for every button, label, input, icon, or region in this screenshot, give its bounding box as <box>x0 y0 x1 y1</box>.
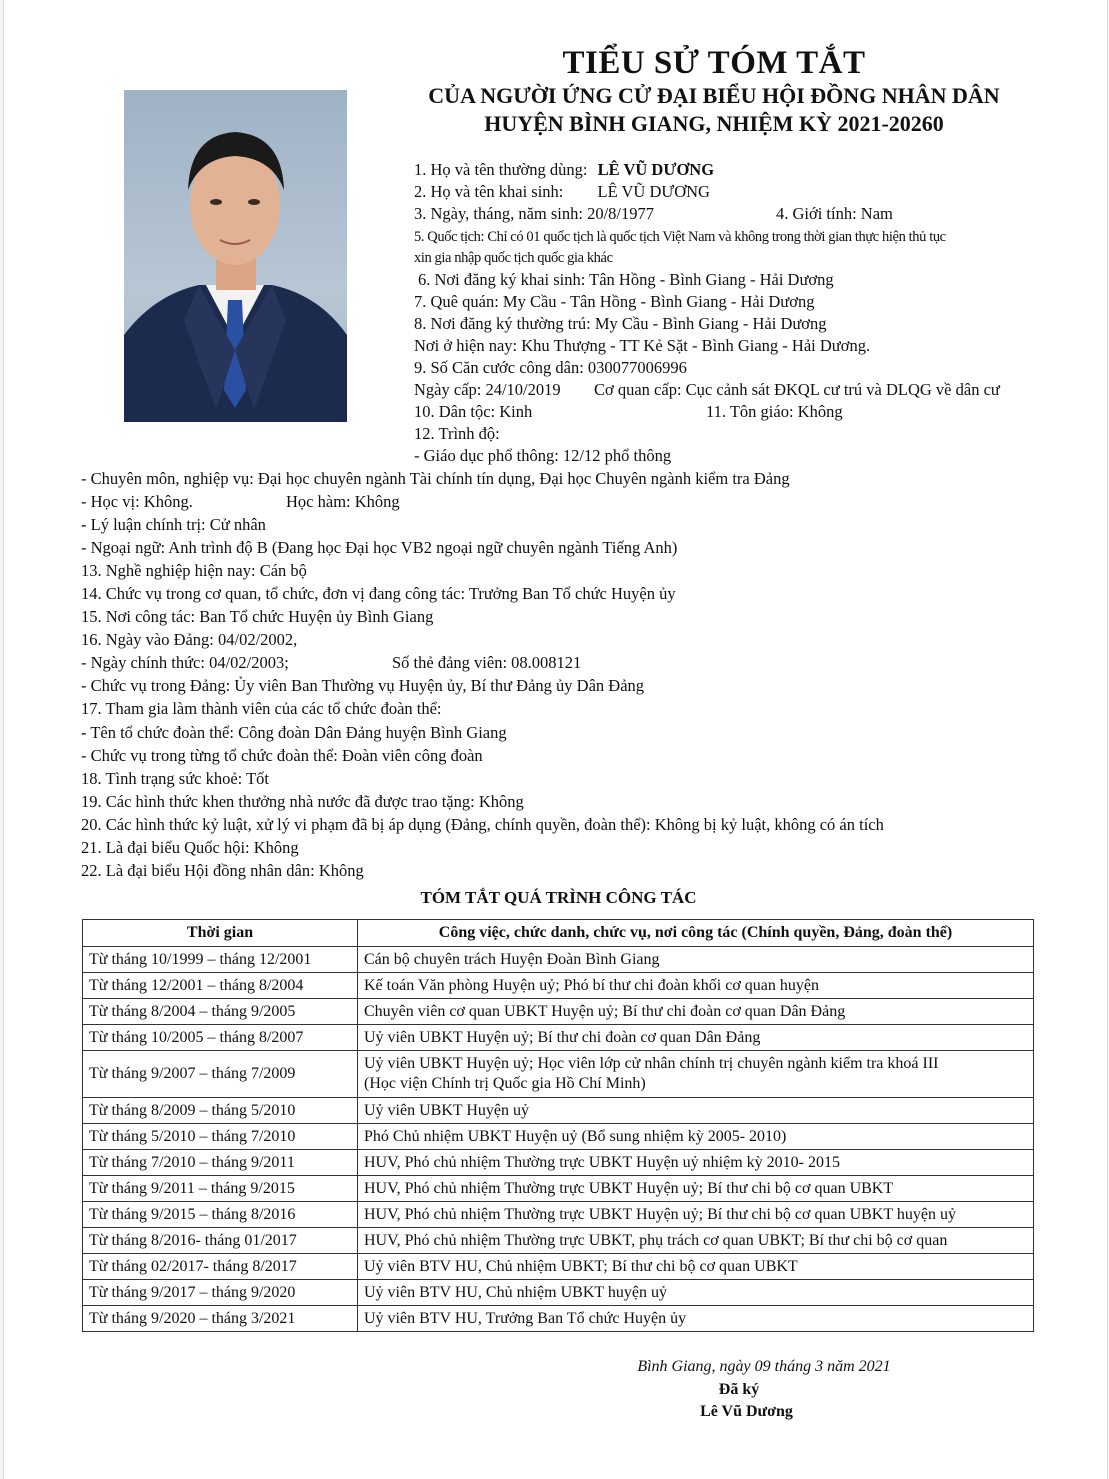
period-cell: Từ tháng 9/2015 – tháng 8/2016 <box>83 1202 358 1228</box>
birth-registration-line: 6. Nơi đăng ký khai sinh: Tân Hồng - Bình Giang - Hải Dương <box>418 270 834 289</box>
specialty-line: - Chuyên môn, nghiệp vụ: Đại học chuyên ngành Tài chính tín dụng, Đại học Chuyên ngành kiểm tra Đảng <box>81 469 790 488</box>
table-row <box>83 1254 1034 1280</box>
party-card-line: Số thẻ đảng viên: 08.008121 <box>392 653 582 672</box>
job-cell: HUV, Phó chủ nhiệm Thường trực UBKT Huyện uỷ; Bí thư chi bộ cơ quan UBKT <box>358 1176 1034 1202</box>
nationality-line-1: 5. Quốc tịch: Chỉ có 01 quốc tịch là quốc tịch Việt Nam và không trong thời gian thực hiện thủ tục <box>414 229 946 245</box>
id-issue-date: Ngày cấp: 24/10/2019 <box>414 380 561 399</box>
table-row <box>83 1306 1034 1332</box>
hometown-line: 7. Quê quán: My Cầu - Tân Hồng - Bình Giang - Hải Dương <box>414 292 815 311</box>
table-row <box>83 1228 1034 1254</box>
current-address-line: Nơi ở hiện nay: Khu Thượng - TT Kẻ Sặt - Bình Giang - Hải Dương. <box>414 336 871 355</box>
career-section-title: TÓM TẮT QUÁ TRÌNH CÔNG TÁC <box>420 888 697 907</box>
job-cell-line-2: (Học viện Chính trị Quốc gia Hồ Chí Minh) <box>364 1075 646 1092</box>
job-cell: Uỷ viên BTV HU, Trưởng Ban Tổ chức Huyện ủy <box>358 1306 1034 1332</box>
job-cell: Uỷ viên UBKT Huyện uỷ <box>358 1098 1034 1124</box>
job-cell: Kế toán Văn phòng Huyện uỷ; Phó bí thư chi đoàn khối cơ quan huyện <box>358 973 1034 999</box>
document-subtitle-2: HUYỆN BÌNH GIANG, NHIỆM KỲ 2021-20260 <box>484 111 944 136</box>
job-cell: Uỷ viên UBKT Huyện uỷ; Bí thư chi đoàn cơ quan Dân Đảng <box>358 1025 1034 1051</box>
table-row <box>83 1025 1034 1051</box>
party-position-line: - Chức vụ trong Đảng: Ủy viên Ban Thường vụ Huyện ủy, Bí thư Đảng ủy Dân Đảng <box>81 676 645 695</box>
common-name-line <box>414 160 714 180</box>
politics-line: - Lý luận chính trị: Cử nhân <box>81 515 266 534</box>
job-cell: HUV, Phó chủ nhiệm Thường trực UBKT Huyện uỷ nhiệm kỳ 2010- 2015 <box>358 1150 1034 1176</box>
common-name-label: 1. Họ và tên thường dùng: <box>414 160 588 179</box>
period-cell: Từ tháng 10/1999 – tháng 12/2001 <box>83 947 358 973</box>
document-page <box>3 0 1108 1479</box>
birth-name-label: 2. Họ và tên khai sinh: <box>414 182 564 201</box>
id-issuer: Cơ quan cấp: Cục cảnh sát ĐKQL cư trú và DLQG về dân cư <box>594 380 1000 399</box>
health-line: 18. Tình trạng sức khoẻ: Tốt <box>81 769 269 788</box>
national-assembly-line: 21. Là đại biểu Quốc hội: Không <box>81 838 299 857</box>
job-cell: Uỷ viên BTV HU, Chủ nhiệm UBKT huyện uỷ <box>358 1280 1034 1306</box>
party-join-line: 16. Ngày vào Đảng: 04/02/2002, <box>81 630 298 649</box>
table-row <box>83 1202 1034 1228</box>
period-cell: Từ tháng 9/2017 – tháng 9/2020 <box>83 1280 358 1306</box>
document-header <box>384 44 1044 138</box>
position-line: 14. Chức vụ trong cơ quan, tổ chức, đơn vị đang công tác: Trưởng Ban Tổ chức Huyện ủy <box>81 584 676 603</box>
table-row <box>83 1098 1034 1124</box>
table-row <box>83 1124 1034 1150</box>
organization-position-line: - Chức vụ trong từng tổ chức đoàn thể: Đoàn viên công đoàn <box>81 746 483 765</box>
birth-name-value: LÊ VŨ DƯƠNG <box>597 182 710 201</box>
table-row <box>83 973 1034 999</box>
awards-line: 19. Các hình thức khen thưởng nhà nước đã được trao tặng: Không <box>81 792 524 811</box>
job-cell: HUV, Phó chủ nhiệm Thường trực UBKT, phụ trách cơ quan UBKT; Bí thư chi bộ cơ quan <box>358 1228 1034 1254</box>
nationality-line-2: xin gia nhập quốc tịch quốc gia khác <box>414 250 613 266</box>
party-official-line: - Ngày chính thức: 04/02/2003; <box>81 653 289 672</box>
period-cell: Từ tháng 7/2010 – tháng 9/2011 <box>83 1150 358 1176</box>
job-cell-line-1: Uỷ viên UBKT Huyện uỷ; Học viên lớp cử nhân chính trị chuyên ngành kiểm tra khoá III <box>364 1055 939 1072</box>
career-table <box>82 919 1034 1332</box>
table-row <box>83 1280 1034 1306</box>
job-cell: HUV, Phó chủ nhiệm Thường trực UBKT Huyện uỷ; Bí thư chi bộ cơ quan UBKT huyện uỷ <box>358 1202 1034 1228</box>
job-cell <box>358 1051 1034 1098</box>
portrait-illustration <box>124 90 347 422</box>
column-header-time: Thời gian <box>83 920 358 947</box>
dob-line: 3. Ngày, tháng, năm sinh: 20/8/1977 <box>414 204 654 223</box>
document-title: TIỂU SỬ TÓM TẮT <box>562 45 866 81</box>
table-row <box>83 1051 1034 1098</box>
general-education-line: - Giáo dục phổ thông: 12/12 phổ thông <box>414 446 672 465</box>
job-cell: Cán bộ chuyên trách Huyện Đoàn Bình Giang <box>358 947 1034 973</box>
portrait-photo <box>124 90 347 422</box>
career-table-header <box>83 920 1034 947</box>
table-row <box>83 1176 1034 1202</box>
period-cell: Từ tháng 9/2007 – tháng 7/2009 <box>83 1051 358 1098</box>
period-cell: Từ tháng 12/2001 – tháng 8/2004 <box>83 973 358 999</box>
common-name-value: LÊ VŨ DƯƠNG <box>597 160 715 179</box>
academic-rank-line: Học hàm: Không <box>286 492 400 511</box>
signer-name: Lê Vũ Dương <box>700 1403 793 1420</box>
period-cell: Từ tháng 8/2016- tháng 01/2017 <box>83 1228 358 1254</box>
organization-name-line: - Tên tổ chức đoàn thể: Công đoàn Dân Đảng huyện Bình Giang <box>81 723 507 742</box>
people-council-line: 22. Là đại biểu Hội đồng nhân dân: Không <box>81 861 364 880</box>
signature-date: Bình Giang, ngày 09 tháng 3 năm 2021 <box>637 1358 891 1375</box>
workplace-line: 15. Nơi công tác: Ban Tổ chức Huyện ủy Bình Giang <box>81 607 434 626</box>
table-row <box>83 999 1034 1025</box>
period-cell: Từ tháng 8/2004 – tháng 9/2005 <box>83 999 358 1025</box>
table-row <box>83 1150 1034 1176</box>
period-cell: Từ tháng 5/2010 – tháng 7/2010 <box>83 1124 358 1150</box>
ethnicity-line: 10. Dân tộc: Kinh <box>414 402 533 421</box>
job-cell: Phó Chủ nhiệm UBKT Huyện uỷ (Bổ sung nhiệm kỳ 2005- 2010) <box>358 1124 1034 1150</box>
organizations-label: 17. Tham gia làm thành viên của các tổ chức đoàn thể: <box>81 699 442 718</box>
job-cell: Chuyên viên cơ quan UBKT Huyện uỷ; Bí thư chi đoàn cơ quan Dân Đảng <box>358 999 1034 1025</box>
residence-registration-line: 8. Nơi đăng ký thường trú: My Cầu - Bình Giang - Hải Dương <box>414 314 827 333</box>
religion-line: 11. Tôn giáo: Không <box>706 402 843 421</box>
period-cell: Từ tháng 9/2020 – tháng 3/2021 <box>83 1306 358 1332</box>
document-subtitle-1: CỦA NGƯỜI ỨNG CỬ ĐẠI BIỂU HỘI ĐỒNG NHÂN DÂN <box>428 83 1000 108</box>
period-cell: Từ tháng 8/2009 – tháng 5/2010 <box>83 1098 358 1124</box>
job-cell: Uỷ viên BTV HU, Chủ nhiệm UBKT; Bí thư chi bộ cơ quan UBKT <box>358 1254 1034 1280</box>
education-label: 12. Trình độ: <box>414 424 500 443</box>
table-row <box>83 947 1034 973</box>
discipline-line: 20. Các hình thức kỷ luật, xử lý vi phạm đã bị áp dụng (Đảng, chính quyền, đoàn thể): Không bị kỷ luật, không có án tích <box>81 815 884 834</box>
signature-status: Đã ký <box>718 1381 760 1398</box>
degree-line: - Học vị: Không. <box>81 492 193 511</box>
language-line: - Ngoại ngữ: Anh trình độ B (Đang học Đại học VB2 ngoại ngữ chuyên ngành Tiếng Anh) <box>81 538 678 557</box>
column-header-job: Công việc, chức danh, chức vụ, nơi công tác (Chính quyền, Đảng, đoàn thể) <box>358 920 1034 947</box>
id-number-line: 9. Số Căn cước công dân: 030077006996 <box>414 358 687 377</box>
period-cell: Từ tháng 9/2011 – tháng 9/2015 <box>83 1176 358 1202</box>
occupation-line: 13. Nghề nghiệp hiện nay: Cán bộ <box>81 561 307 580</box>
period-cell: Từ tháng 10/2005 – tháng 8/2007 <box>83 1025 358 1051</box>
period-cell: Từ tháng 02/2017- tháng 8/2017 <box>83 1254 358 1280</box>
gender-line: 4. Giới tính: Nam <box>776 204 893 223</box>
birth-name-line <box>414 182 710 202</box>
